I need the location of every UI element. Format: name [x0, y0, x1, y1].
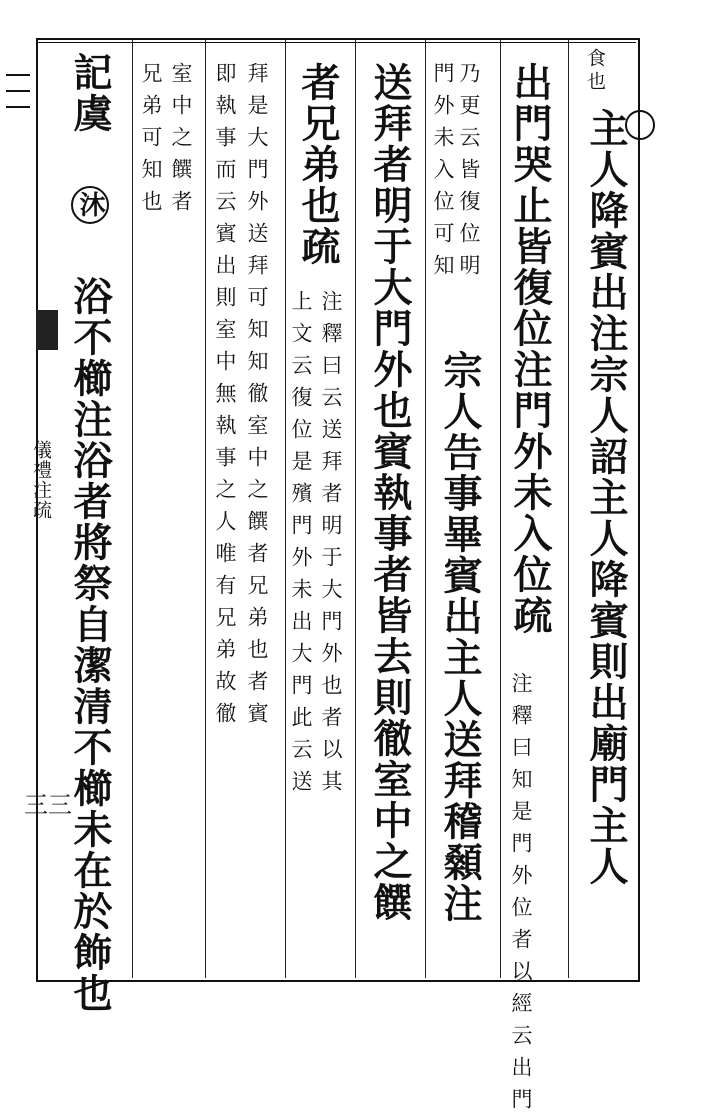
commentary-column: 室中之饌者 [169, 62, 193, 222]
commentary-column: 注釋曰知是門外位者以經云出門 [509, 672, 533, 1120]
text-column [67, 52, 113, 1014]
text-column [583, 108, 655, 887]
frame-top-rule [36, 42, 636, 43]
commentary-column: 兄弟可知也 [139, 62, 163, 222]
column-rule [500, 40, 501, 978]
column-rule [425, 40, 426, 978]
commentary-column: 乃更云皆復位明 [457, 62, 481, 286]
main-text: 浴不櫛注浴者將祭自潔清不櫛未在於飾也 [67, 276, 113, 1014]
page-number: 三三 [24, 791, 72, 819]
fish-tail-mark [36, 310, 58, 350]
main-text: 主人降賓出注宗人詔主人降賓則出廟門主人 [583, 108, 629, 887]
circled-character: 沐 [71, 186, 109, 224]
column-rule [568, 40, 569, 978]
commentary-column: 拜是大門外送拜可知知徹室中之饌者兄弟也者賓 [245, 62, 269, 734]
section-circle-mark [625, 110, 655, 140]
column-rule [285, 40, 286, 978]
column-rule [205, 40, 206, 978]
column-rule [132, 40, 133, 978]
commentary-column: 注釋曰云送拜者明于大門外也者以其 [319, 290, 343, 802]
text-column: 送拜者明于大門外也賓執事者皆去則徹室中之饌 [367, 62, 413, 923]
book-title: 儀禮注疏 [30, 440, 52, 520]
column-rule [355, 40, 356, 978]
margin-ticks [6, 60, 30, 122]
commentary-column: 門外未入位可知 [431, 62, 455, 286]
text-column: 宗人告事畢賓出主人送拜稽顙注 [437, 350, 483, 924]
text-column: 食也 [584, 48, 606, 94]
text-column: 出門哭止皆復位注門外未入位疏 [507, 62, 553, 636]
main-text: 記虞 [67, 52, 113, 134]
text-column: 者兄弟也疏 [295, 62, 341, 267]
commentary-column: 上文云復位是殯門外未出大門此云送 [289, 290, 313, 802]
commentary-column: 即執事而云賓出則室中無執事之人唯有兄弟故徹 [213, 62, 237, 734]
